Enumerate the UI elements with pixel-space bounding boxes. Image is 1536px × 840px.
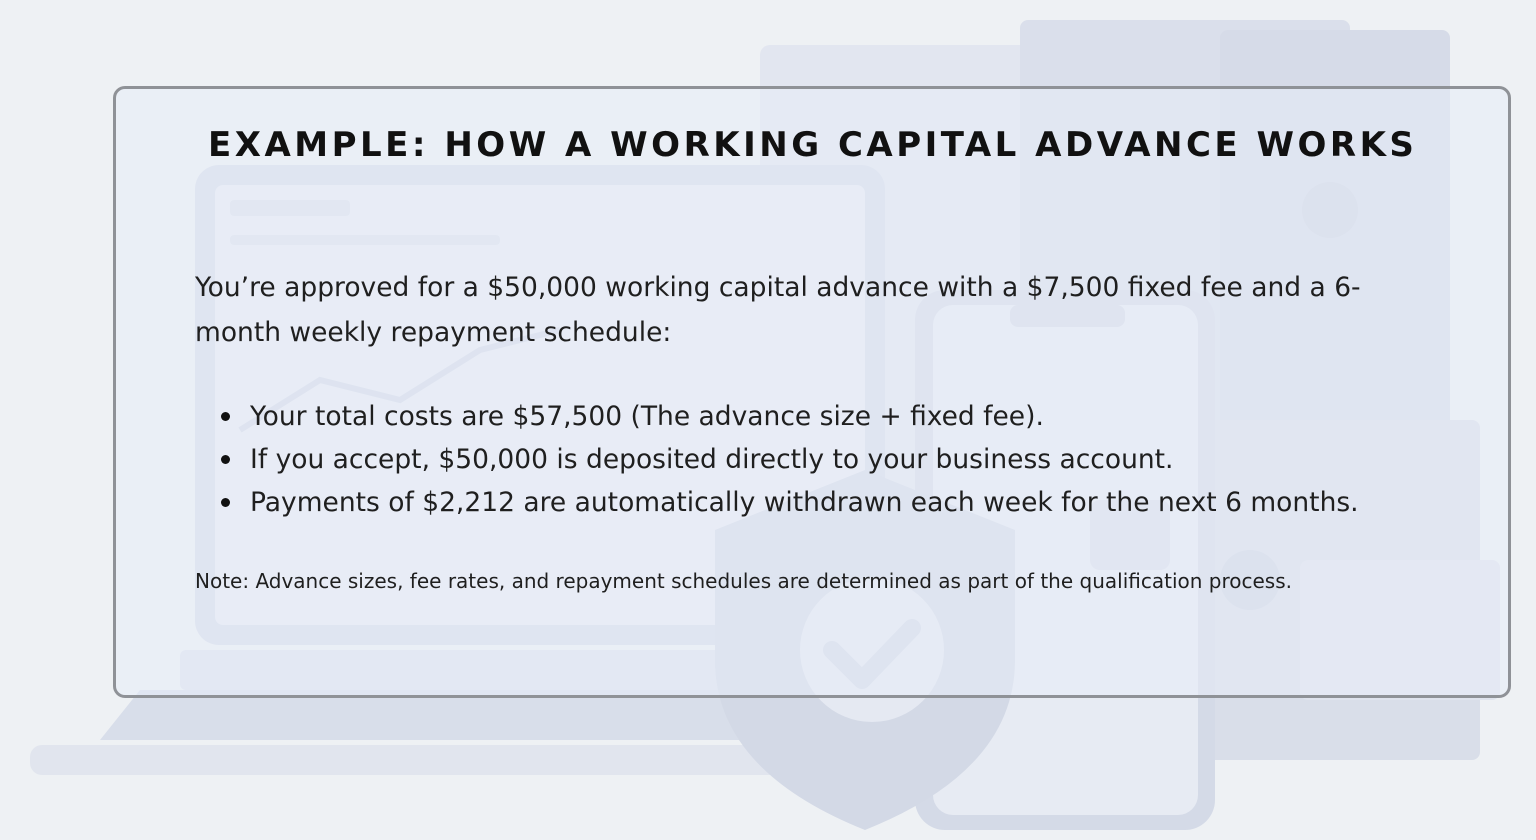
bullet-dot-icon	[221, 498, 230, 507]
card-title: EXAMPLE: HOW A WORKING CAPITAL ADVANCE WORKS	[208, 125, 1418, 165]
bullet-dot-icon	[221, 455, 230, 464]
bullet-text: Payments of $2,212 are automatically withdrawn each week for the next 6 months.	[250, 487, 1359, 518]
bullet-item-total-costs	[221, 395, 1501, 438]
bullet-text: If you accept, $50,000 is deposited directly to your business account.	[250, 444, 1174, 475]
bullet-item-payments	[221, 481, 1501, 524]
intro-paragraph: You’re approved for a $50,000 working capital advance with a $7,500 fixed fee and a 6-month weekly repayment schedule:	[195, 272, 1361, 348]
bullet-item-deposit	[221, 438, 1501, 481]
qualification-note: Note: Advance sizes, fee rates, and repayment schedules are determined as part of the qualification process.	[195, 569, 1292, 593]
bullet-text: Your total costs are $57,500 (The advance size + fixed fee).	[250, 401, 1044, 432]
bullet-dot-icon	[221, 412, 230, 421]
cost-bullet-list	[221, 395, 1501, 524]
example-card	[113, 86, 1511, 698]
